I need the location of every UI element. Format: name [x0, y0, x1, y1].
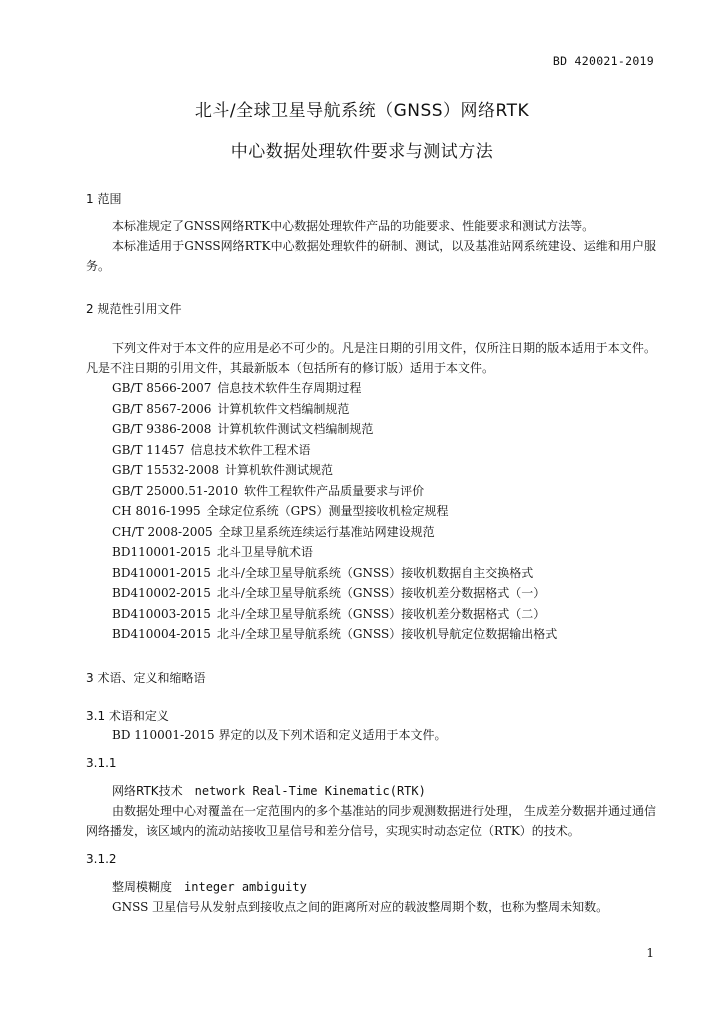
- standard-code: BD 420021-2019: [552, 54, 654, 68]
- reference-code: GB/T 9386-2008: [112, 422, 212, 436]
- reference-code: GB/T 25000.51-2010: [112, 483, 239, 498]
- reference-item: [86, 604, 656, 625]
- reference-item: [86, 460, 656, 481]
- reference-title: 计算机软件测试文档编制规范: [217, 422, 374, 436]
- reference-title: 信息技术软件生存周期过程: [217, 381, 362, 395]
- reference-item: [86, 440, 656, 461]
- section-heading-scope: 1 范围: [86, 192, 122, 206]
- reference-item: [86, 583, 656, 604]
- reference-item: [86, 563, 656, 584]
- reference-title: 信息技术软件工程术语: [190, 442, 311, 457]
- reference-title: 软件工程软件产品质量要求与评价: [244, 483, 425, 498]
- reference-code: BD410001-2015: [112, 565, 211, 580]
- reference-title: 北斗卫星导航术语: [216, 545, 313, 559]
- reference-code: BD110001-2015: [112, 545, 211, 559]
- reference-title: 计算机软件文档编制规范: [217, 401, 350, 416]
- document-body: [86, 190, 656, 917]
- reference-item: [86, 399, 656, 420]
- document-title-line-2: 中心数据处理软件要求与测试方法: [230, 142, 494, 162]
- normative-references-intro: 下列文件对于本文件的应用是必不可少的。凡是注日期的引用文件，仅所注日期的版本适用于本文件。凡是不注日期的引用文件，其最新版本（包括所有的修订版）适用于本文件。: [86, 341, 656, 375]
- reference-title: 北斗/全球卫星导航系统（GNSS）接收机差分数据格式（一）: [216, 586, 546, 600]
- reference-title: 计算机软件测试规范: [225, 463, 334, 477]
- document-title-line-1: 北斗/全球卫星导航系统（GNSS）网络RTK: [194, 101, 530, 121]
- reference-item: [86, 624, 656, 645]
- terms-intro: BD 110001-2015 界定的以及下列术语和定义适用于本文件。: [112, 727, 447, 742]
- reference-title: 北斗/全球卫星导航系统（GNSS）接收机导航定位数据输出格式: [216, 627, 558, 641]
- term-number: 3.1.2: [86, 851, 117, 866]
- reference-code: GB/T 11457: [112, 442, 185, 457]
- term-name-en: integer ambiguity: [184, 879, 307, 894]
- reference-code: CH 8016-1995: [112, 504, 201, 518]
- reference-item: [86, 481, 656, 502]
- term-name-en: network Real-Time Kinematic(RTK): [194, 783, 426, 798]
- reference-title: 北斗/全球卫星导航系统（GNSS）接收机数据自主交换格式: [216, 565, 534, 580]
- reference-code: GB/T 8567-2006: [112, 401, 212, 416]
- term-definition: GNSS 卫星信号从发射点到接收点之间的距离所对应的载波整周期个数，也称为整周未知数。: [112, 899, 609, 914]
- term-definition: 由数据处理中心对覆盖在一定范围内的多个基准站的同步观测数据进行处理， 生成差分数据并通过通信网络播发，该区域内的流动站接收卫星信号和差分信号，实现实时动态定位（RTK）的技术。: [86, 803, 656, 838]
- reference-item: [86, 501, 656, 522]
- reference-title: 北斗/全球卫星导航系统（GNSS）接收机差分数据格式（二）: [216, 606, 546, 621]
- reference-title: 全球卫星系统连续运行基准站网建设规范: [218, 524, 435, 539]
- section-heading-normative-references: 2 规范性引用文件: [86, 302, 182, 316]
- reference-code: BD410003-2015: [112, 606, 211, 621]
- term-entry: [86, 877, 656, 897]
- reference-item: [86, 378, 656, 399]
- reference-item: [86, 542, 656, 563]
- term-entry: [86, 781, 656, 801]
- reference-code: GB/T 15532-2008: [112, 463, 220, 477]
- reference-code: GB/T 8566-2007: [112, 381, 212, 395]
- page-number: 1: [646, 946, 654, 960]
- term-number: 3.1.1: [86, 755, 117, 770]
- reference-item: [86, 419, 656, 440]
- scope-paragraph: 本标准适用于GNSS网络RTK中心数据处理软件的研制、测试，以及基准站网系统建设、运维和用户服务。: [86, 239, 656, 273]
- subsection-heading-terms-definitions: 3.1 术语和定义: [86, 708, 169, 723]
- scope-paragraph: 本标准规定了GNSS网络RTK中心数据处理软件产品的功能要求、性能要求和测试方法等。: [112, 219, 595, 233]
- reference-list: [86, 378, 656, 645]
- section-heading-terms: 3 术语、定义和缩略语: [86, 670, 206, 685]
- term-name-zh: 网络RTK技术: [112, 783, 183, 798]
- reference-code: BD410004-2015: [112, 627, 211, 641]
- reference-item: [86, 522, 656, 543]
- reference-code: BD410002-2015: [112, 586, 211, 600]
- term-name-zh: 整周模糊度: [112, 879, 173, 894]
- reference-code: CH/T 2008-2005: [112, 524, 213, 539]
- reference-title: 全球定位系统（GPS）测量型接收机检定规程: [206, 504, 449, 518]
